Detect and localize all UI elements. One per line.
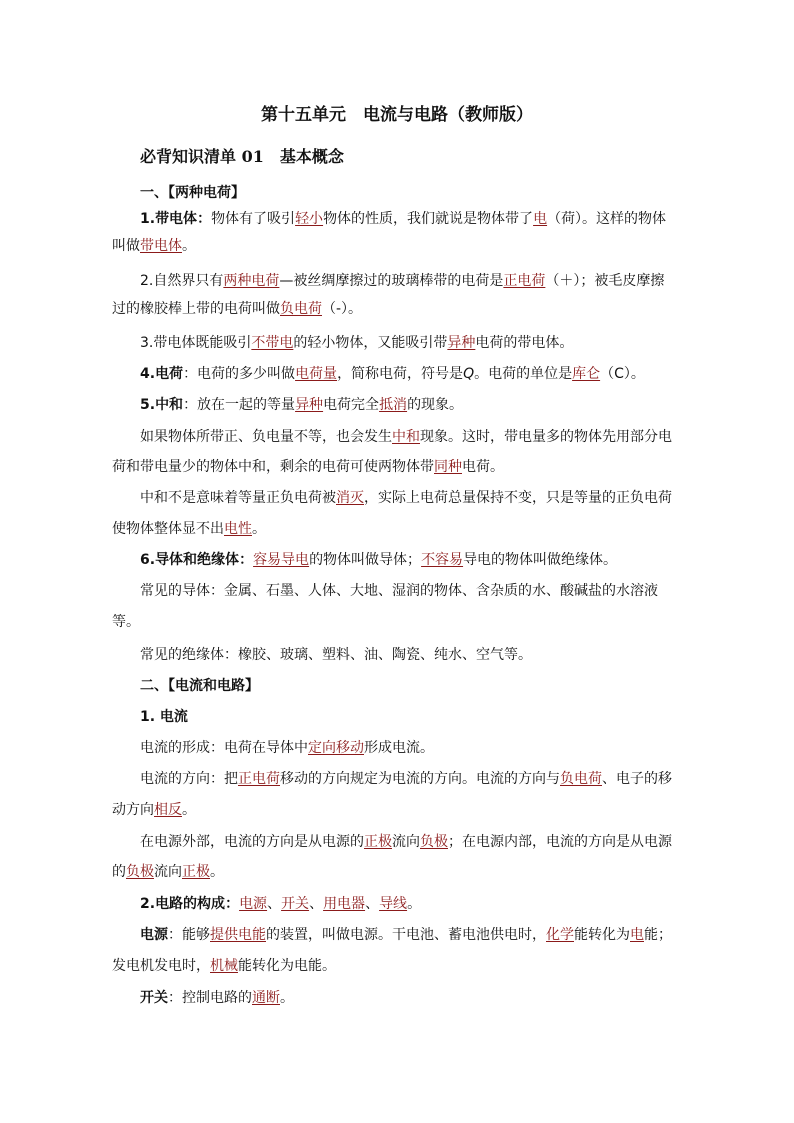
paragraph-unequal-charge-cont: 荷和带电量少的物体中和，剩余的电荷可使两物体带同种电荷。 (112, 459, 504, 475)
section-heading-current: 二、【电流和电路】 (140, 678, 259, 694)
paragraph-power-source: 电源：能够提供电能的装置，叫做电源。干电池、蓄电池供电时，化学能转化为电能； (140, 927, 672, 943)
paragraph-charge-quantity: 4.电荷：电荷的多少叫做电荷量，简称电荷，符号是Q。电荷的单位是库仑（C）。 (140, 366, 645, 382)
paragraph-power-source-cont: 发电机发电时，机械能转化为电能。 (112, 958, 336, 974)
paragraph-current-direction-cont: 动方向相反。 (112, 802, 196, 818)
paragraph-two-charges: 2.自然界只有两种电荷—被丝绸摩擦过的玻璃棒带的电荷是正电荷（＋）；被毛皮摩擦 (140, 273, 665, 289)
paragraph-current-formation: 电流的形成：电荷在导体中定向移动形成电流。 (140, 740, 434, 756)
paragraph-neutralization: 5.中和：放在一起的等量异种电荷完全抵消的现象。 (140, 397, 464, 413)
paragraph-neutral-meaning-cont: 使物体整体显不出电性。 (112, 521, 266, 537)
paragraph-unequal-charge: 如果物体所带正、负电量不等，也会发生中和现象。这时，带电量多的物体先用部分电 (140, 429, 672, 445)
paragraph-current-direction: 电流的方向：把正电荷移动的方向规定为电流的方向。电流的方向与负电荷、电子的移 (140, 771, 672, 787)
paragraph-common-conductors: 常见的导体：金属、石墨、人体、大地、湿润的物体、含杂质的水、酸碱盐的水溶液 (140, 583, 658, 599)
heading-current: 1. 电流 (140, 709, 188, 725)
paragraph-source-direction-cont: 的负极流向正极。 (112, 864, 224, 880)
paragraph-charged-body-cont: 叫做带电体。 (112, 238, 196, 254)
paragraph-conductors: 6.导体和绝缘体：容易导电的物体叫做导体；不容易导电的物体叫做绝缘体。 (140, 552, 618, 568)
section-subtitle: 必背知识清单 01 基本概念 (140, 147, 344, 166)
paragraph-common-conductors-cont: 等。 (112, 614, 140, 630)
paragraph-circuit-components: 2.电路的构成：电源、开关、用电器、导线。 (140, 896, 422, 912)
paragraph-two-charges-cont: 过的橡胶棒上带的电荷叫做负电荷（-）。 (112, 301, 363, 317)
paragraph-common-insulators: 常见的绝缘体：橡胶、玻璃、塑料、油、陶瓷、纯水、空气等。 (140, 647, 532, 663)
paragraph-neutral-meaning: 中和不是意味着等量正负电荷被消灭，实际上电荷总量保持不变，只是等量的正负电荷 (140, 490, 672, 506)
page-title: 第十五单元 电流与电路（教师版） (261, 105, 533, 125)
paragraph-attraction: 3.带电体既能吸引不带电的轻小物体，又能吸引带异种电荷的带电体。 (140, 335, 574, 351)
section-heading-charges: 一、【两种电荷】 (140, 185, 245, 201)
paragraph-switch: 开关：控制电路的通断。 (140, 990, 294, 1006)
paragraph-charged-body: 1.带电体：物体有了吸引轻小物体的性质，我们就说是物体带了电（荷）。这样的物体 (140, 211, 667, 227)
paragraph-source-direction: 在电源外部，电流的方向是从电源的正极流向负极；在电源内部，电流的方向是从电源 (140, 834, 672, 850)
